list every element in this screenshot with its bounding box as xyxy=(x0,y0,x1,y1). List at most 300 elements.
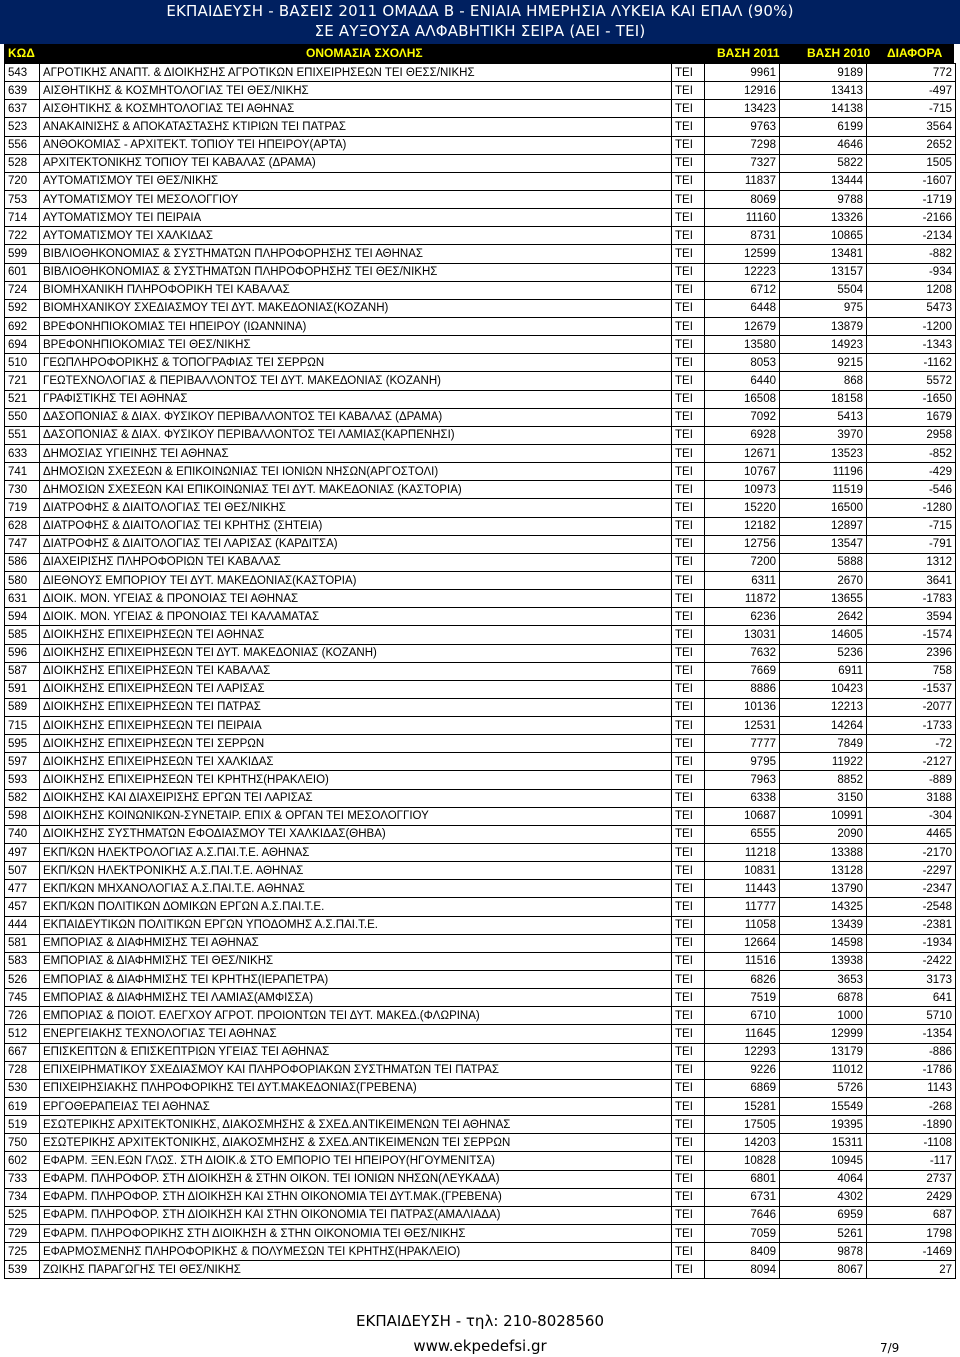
cell-school-name: ΑΝΘΟΚΟΜΙΑΣ - ΑΡΧΙΤΕΚΤ. ΤΟΠΙΟΥ ΤΕΙ ΗΠΕΙΡΟΥ(ΑΡΤΑ) xyxy=(40,136,672,154)
cell-base-2010: 13179 xyxy=(780,1043,867,1061)
table-row xyxy=(5,481,956,499)
cell-base-2010: 3970 xyxy=(780,426,867,444)
cell-base-2010: 5888 xyxy=(780,553,867,571)
table-row xyxy=(5,916,956,934)
cell-difference: -2422 xyxy=(867,952,956,970)
table-row xyxy=(5,1134,956,1152)
cell-type: ΤΕΙ xyxy=(672,662,705,680)
cell-code: 734 xyxy=(5,1188,40,1206)
cell-school-name: ΔΑΣΟΠΟΝΙΑΣ & ΔΙΑΧ. ΦΥΣΙΚΟΥ ΠΕΡΙΒΑΛΛΟΝΤΟΣ ΤΕΙ ΛΑΜΙΑΣ(ΚΑΡΠΕΝΗΣΙ) xyxy=(40,426,672,444)
cell-school-name: ΕΚΠ/ΚΩΝ ΠΟΛΙΤΙΚΩΝ ΔΟΜΙΚΩΝ ΕΡΓΩΝ Α.Σ.ΠΑΙ.Τ.Ε. xyxy=(40,898,672,916)
table-row xyxy=(5,608,956,626)
table-row xyxy=(5,590,956,608)
table-row xyxy=(5,1170,956,1188)
cell-school-name: ΒΙΒΛΙΟΘΗΚΟΝΟΜΙΑΣ & ΣΥΣΤΗΜΑΤΩΝ ΠΛΗΡΟΦΟΡΗΣΗΣ ΤΕΙ ΑΘΗΝΑΣ xyxy=(40,245,672,263)
cell-base-2010: 16500 xyxy=(780,499,867,517)
cell-code: 631 xyxy=(5,590,40,608)
cell-base-2010: 12999 xyxy=(780,1025,867,1043)
cell-code: 728 xyxy=(5,1061,40,1079)
cell-base-2011: 6869 xyxy=(705,1079,780,1097)
cell-base-2011: 10687 xyxy=(705,807,780,825)
cell-difference: 772 xyxy=(867,64,956,82)
cell-school-name: ΕΣΩΤΕΡΙΚΗΣ ΑΡΧΙΤΕΚΤΟΝΙΚΗΣ, ΔΙΑΚΟΣΜΗΣΗΣ & ΣΧΕΔ.ΑΝΤΙΚΕΙΜΕΝΩΝ ΤΕΙ ΣΕΡΡΩΝ xyxy=(40,1134,672,1152)
cell-type: ΤΕΙ xyxy=(672,444,705,462)
cell-base-2010: 13879 xyxy=(780,317,867,335)
cell-base-2011: 7298 xyxy=(705,136,780,154)
cell-base-2010: 14138 xyxy=(780,100,867,118)
cell-type: ΤΕΙ xyxy=(672,590,705,608)
cell-type: ΤΕΙ xyxy=(672,1225,705,1243)
cell-code: 726 xyxy=(5,1007,40,1025)
table-row xyxy=(5,989,956,1007)
cell-base-2010: 3150 xyxy=(780,789,867,807)
header-base-2010: ΒΑΣΗ 2010 xyxy=(807,46,871,60)
table-row xyxy=(5,372,956,390)
cell-difference: -889 xyxy=(867,771,956,789)
cell-type: ΤΕΙ xyxy=(672,1188,705,1206)
cell-difference: -1537 xyxy=(867,680,956,698)
cell-school-name: ΕΦΑΡΜ. ΠΛΗΡΟΦΟΡΙΚΗΣ ΣΤΗ ΔΙΟΙΚΗΣΗ & ΣΤΗΝ ΟΙΚΟΝΟΜΙΑ ΤΕΙ ΘΕΣ/ΝΙΚΗΣ xyxy=(40,1225,672,1243)
cell-difference: 2958 xyxy=(867,426,956,444)
cell-school-name: ΑΙΣΘΗΤΙΚΗΣ & ΚΟΣΜΗΤΟΛΟΓΙΑΣ ΤΕΙ ΑΘΗΝΑΣ xyxy=(40,100,672,118)
cell-school-name: ΕΣΩΤΕΡΙΚΗΣ ΑΡΧΙΤΕΚΤΟΝΙΚΗΣ, ΔΙΑΚΟΣΜΗΣΗΣ & ΣΧΕΔ.ΑΝΤΙΚΕΙΜΕΝΩΝ ΤΕΙ ΑΘΗΝΑΣ xyxy=(40,1116,672,1134)
cell-base-2010: 2642 xyxy=(780,608,867,626)
cell-school-name: ΕΦΑΡΜ. ΠΛΗΡΟΦΟΡ. ΣΤΗ ΔΙΟΙΚΗΣΗ ΚΑΙ ΣΤΗΝ ΟΙΚΟΝΟΜΙΑ ΤΕΙ ΠΑΤΡΑΣ(ΑΜΑΛΙΑΔΑ) xyxy=(40,1206,672,1224)
table-row xyxy=(5,154,956,172)
cell-base-2010: 5236 xyxy=(780,644,867,662)
cell-code: 581 xyxy=(5,934,40,952)
cell-code: 725 xyxy=(5,1243,40,1261)
cell-code: 477 xyxy=(5,880,40,898)
cell-code: 589 xyxy=(5,698,40,716)
cell-difference: -1733 xyxy=(867,717,956,735)
cell-base-2010: 7849 xyxy=(780,735,867,753)
cell-difference: -1719 xyxy=(867,190,956,208)
cell-type: ΤΕΙ xyxy=(672,952,705,970)
cell-base-2011: 10973 xyxy=(705,481,780,499)
cell-difference: 1312 xyxy=(867,553,956,571)
cell-difference: 3173 xyxy=(867,971,956,989)
table-row xyxy=(5,1079,956,1097)
cell-base-2010: 13326 xyxy=(780,209,867,227)
cell-school-name: ΔΙΟΙΚ. ΜΟΝ. ΥΓΕΙΑΣ & ΠΡΟΝΟΙΑΣ ΤΕΙ ΚΑΛΑΜΑΤΑΣ xyxy=(40,608,672,626)
table-row xyxy=(5,1061,956,1079)
cell-code: 587 xyxy=(5,662,40,680)
cell-school-name: ΕΠΙΣΚΕΠΤΩΝ & ΕΠΙΣΚΕΠΤΡΙΩΝ ΥΓΕΙΑΣ ΤΕΙ ΑΘΗΝΑΣ xyxy=(40,1043,672,1061)
cell-base-2010: 13444 xyxy=(780,172,867,190)
cell-type: ΤΕΙ xyxy=(672,934,705,952)
footer-contact: ΕΚΠΑΙΔΕΥΣΗ - τηλ: 210-8028560 xyxy=(356,1312,604,1330)
cell-base-2011: 11160 xyxy=(705,209,780,227)
cell-type: ΤΕΙ xyxy=(672,1098,705,1116)
table-row xyxy=(5,227,956,245)
cell-type: ΤΕΙ xyxy=(672,916,705,934)
cell-difference: -1574 xyxy=(867,626,956,644)
header-base-2011: ΒΑΣΗ 2011 xyxy=(717,46,780,60)
table-row xyxy=(5,1206,956,1224)
cell-school-name: ΕΦΑΡΜ. ΠΛΗΡΟΦΟΡ. ΣΤΗ ΔΙΟΙΚΗΣΗ & ΣΤΗΝ ΟΙΚΟΝ. ΤΕΙ ΙΟΝΙΩΝ ΝΗΣΩΝ(ΛΕΥΚΑΔΑ) xyxy=(40,1170,672,1188)
cell-code: 721 xyxy=(5,372,40,390)
cell-school-name: ΔΙΟΙΚΗΣΗΣ ΕΠΙΧΕΙΡΗΣΕΩΝ ΤΕΙ ΑΘΗΝΑΣ xyxy=(40,626,672,644)
cell-difference: -1786 xyxy=(867,1061,956,1079)
cell-difference: 1505 xyxy=(867,154,956,172)
cell-school-name: ΕΚΠΑΙΔΕΥΤΙΚΩΝ ΠΟΛΙΤΙΚΩΝ ΕΡΓΩΝ ΥΠΟΔΟΜΗΣ Α.Σ.ΠΑΙ.Τ.Ε. xyxy=(40,916,672,934)
cell-type: ΤΕΙ xyxy=(672,1152,705,1170)
cell-type: ΤΕΙ xyxy=(672,626,705,644)
cell-base-2011: 12182 xyxy=(705,517,780,535)
cell-school-name: ΔΗΜΟΣΙΩΝ ΣΧΕΣΕΩΝ ΚΑΙ ΕΠΙΚΟΙΝΩΝΙΑΣ ΤΕΙ ΔΥΤ. ΜΑΚΕΔΟΝΙΑΣ (ΚΑΣΤΟΡΙΑ) xyxy=(40,481,672,499)
cell-code: 528 xyxy=(5,154,40,172)
table-row xyxy=(5,317,956,335)
banner-title: ΕΚΠΑΙΔΕΥΣΗ - ΒΑΣΕΙΣ 2011 ΟΜΑΔΑ Β - ΕΝΙΑΙΑ ΗΜΕΡΗΣΙΑ ΛΥΚΕΙΑ ΚΑΙ ΕΠΑΛ (90%) xyxy=(166,2,794,20)
cell-base-2010: 1000 xyxy=(780,1007,867,1025)
cell-type: ΤΕΙ xyxy=(672,209,705,227)
cell-difference: 2652 xyxy=(867,136,956,154)
cell-code: 597 xyxy=(5,753,40,771)
cell-code: 594 xyxy=(5,608,40,626)
table-row xyxy=(5,1025,956,1043)
cell-school-name: ΔΙΟΙΚΗΣΗΣ ΣΥΣΤΗΜΑΤΩΝ ΕΦΟΔΙΑΣΜΟΥ ΤΕΙ ΧΑΛΚΙΔΑΣ(ΘΗΒΑ) xyxy=(40,825,672,843)
table-row xyxy=(5,100,956,118)
cell-type: ΤΕΙ xyxy=(672,1261,705,1279)
cell-school-name: ΔΙΑΤΡΟΦΗΣ & ΔΙΑΙΤΟΛΟΓΙΑΣ ΤΕΙ ΘΕΣ/ΝΙΚΗΣ xyxy=(40,499,672,517)
cell-base-2011: 12916 xyxy=(705,82,780,100)
table-row xyxy=(5,880,956,898)
cell-difference: 687 xyxy=(867,1206,956,1224)
cell-type: ΤΕΙ xyxy=(672,807,705,825)
cell-school-name: ΔΙΟΙΚΗΣΗΣ ΕΠΙΧΕΙΡΗΣΕΩΝ ΤΕΙ ΠΕΙΡΑΙΑ xyxy=(40,717,672,735)
cell-type: ΤΕΙ xyxy=(672,118,705,136)
cell-difference: 2396 xyxy=(867,644,956,662)
cell-type: ΤΕΙ xyxy=(672,227,705,245)
cell-base-2011: 8886 xyxy=(705,680,780,698)
cell-code: 512 xyxy=(5,1025,40,1043)
cell-base-2010: 13128 xyxy=(780,862,867,880)
cell-school-name: ΕΚΠ/ΚΩΝ ΗΛΕΚΤΡΟΝΙΚΗΣ Α.Σ.ΠΑΙ.Τ.Ε. ΑΘΗΝΑΣ xyxy=(40,862,672,880)
table-row xyxy=(5,1043,956,1061)
cell-base-2011: 6712 xyxy=(705,281,780,299)
cell-base-2011: 11645 xyxy=(705,1025,780,1043)
cell-base-2011: 7669 xyxy=(705,662,780,680)
cell-difference: -1108 xyxy=(867,1134,956,1152)
cell-type: ΤΕΙ xyxy=(672,1243,705,1261)
cell-base-2011: 11058 xyxy=(705,916,780,934)
cell-type: ΤΕΙ xyxy=(672,1043,705,1061)
cell-code: 521 xyxy=(5,390,40,408)
table-row xyxy=(5,281,956,299)
cell-base-2011: 11837 xyxy=(705,172,780,190)
cell-code: 592 xyxy=(5,299,40,317)
table-row xyxy=(5,862,956,880)
cell-school-name: ΔΙΟΙΚΗΣΗΣ ΕΠΙΧΕΙΡΗΣΕΩΝ ΤΕΙ ΠΑΤΡΑΣ xyxy=(40,698,672,716)
cell-base-2010: 9189 xyxy=(780,64,867,82)
cell-base-2010: 11519 xyxy=(780,481,867,499)
cell-base-2011: 13580 xyxy=(705,336,780,354)
cell-base-2011: 15220 xyxy=(705,499,780,517)
cell-code: 519 xyxy=(5,1116,40,1134)
cell-school-name: ΕΦΑΡΜΟΣΜΕΝΗΣ ΠΛΗΡΟΦΟΡΙΚΗΣ & ΠΟΛΥΜΕΣΩΝ ΤΕΙ ΚΡΗΤΗΣ(ΗΡΑΚΛΕΙΟ) xyxy=(40,1243,672,1261)
cell-code: 530 xyxy=(5,1079,40,1097)
cell-school-name: ΑΥΤΟΜΑΤΙΣΜΟΥ ΤΕΙ ΧΑΛΚΙΔΑΣ xyxy=(40,227,672,245)
cell-base-2011: 7632 xyxy=(705,644,780,662)
cell-difference: -546 xyxy=(867,481,956,499)
cell-base-2011: 11516 xyxy=(705,952,780,970)
table-row xyxy=(5,971,956,989)
table-row xyxy=(5,118,956,136)
cell-school-name: ΖΩΙΚΗΣ ΠΑΡΑΓΩΓΗΣ ΤΕΙ ΘΕΣ/ΝΙΚΗΣ xyxy=(40,1261,672,1279)
cell-base-2010: 4646 xyxy=(780,136,867,154)
table-row xyxy=(5,299,956,317)
table-row xyxy=(5,517,956,535)
cell-type: ΤΕΙ xyxy=(672,281,705,299)
table-row xyxy=(5,1243,956,1261)
cell-code: 525 xyxy=(5,1206,40,1224)
cell-base-2010: 10423 xyxy=(780,680,867,698)
cell-type: ΤΕΙ xyxy=(672,481,705,499)
cell-code: 586 xyxy=(5,553,40,571)
table-row xyxy=(5,535,956,553)
cell-type: ΤΕΙ xyxy=(672,644,705,662)
cell-school-name: ΕΚΠ/ΚΩΝ ΜΗΧΑΝΟΛΟΓΙΑΣ Α.Σ.ΠΑΙ.Τ.Ε. ΑΘΗΝΑΣ xyxy=(40,880,672,898)
cell-difference: -852 xyxy=(867,444,956,462)
cell-base-2010: 10945 xyxy=(780,1152,867,1170)
cell-base-2011: 17505 xyxy=(705,1116,780,1134)
cell-difference: -1280 xyxy=(867,499,956,517)
cell-base-2011: 9763 xyxy=(705,118,780,136)
table-row xyxy=(5,1116,956,1134)
cell-type: ΤΕΙ xyxy=(672,299,705,317)
cell-base-2010: 14264 xyxy=(780,717,867,735)
cell-code: 582 xyxy=(5,789,40,807)
cell-base-2011: 13423 xyxy=(705,100,780,118)
cell-school-name: ΒΙΟΜΗΧΑΝΙΚΗ ΠΛΗΡΟΦΟΡΙΚΗ ΤΕΙ ΚΑΒΑΛΑΣ xyxy=(40,281,672,299)
cell-code: 667 xyxy=(5,1043,40,1061)
table-row xyxy=(5,444,956,462)
cell-code: 595 xyxy=(5,735,40,753)
cell-base-2010: 15311 xyxy=(780,1134,867,1152)
header-code: ΚΩΔ xyxy=(8,46,35,60)
cell-difference: 1208 xyxy=(867,281,956,299)
cell-difference: -2170 xyxy=(867,844,956,862)
cell-code: 729 xyxy=(5,1225,40,1243)
cell-base-2011: 16508 xyxy=(705,390,780,408)
cell-base-2011: 6236 xyxy=(705,608,780,626)
table-row xyxy=(5,136,956,154)
cell-base-2011: 7963 xyxy=(705,771,780,789)
cell-base-2011: 12756 xyxy=(705,535,780,553)
cell-type: ΤΕΙ xyxy=(672,245,705,263)
cell-base-2010: 18158 xyxy=(780,390,867,408)
cell-school-name: ΑΝΑΚΑΙΝΙΣΗΣ & ΑΠΟΚΑΤΑΣΤΑΣΗΣ ΚΤΙΡΙΩΝ ΤΕΙ ΠΑΤΡΑΣ xyxy=(40,118,672,136)
cell-school-name: ΔΙΑΤΡΟΦΗΣ & ΔΙΑΙΤΟΛΟΓΙΑΣ ΤΕΙ ΚΡΗΤΗΣ (ΣΗΤΕΙΑ) xyxy=(40,517,672,535)
cell-base-2010: 4064 xyxy=(780,1170,867,1188)
cell-code: 602 xyxy=(5,1152,40,1170)
cell-school-name: ΔΙΟΙΚ. ΜΟΝ. ΥΓΕΙΑΣ & ΠΡΟΝΟΙΑΣ ΤΕΙ ΑΘΗΝΑΣ xyxy=(40,590,672,608)
cell-code: 694 xyxy=(5,336,40,354)
cell-base-2011: 12293 xyxy=(705,1043,780,1061)
table-body xyxy=(5,64,956,1279)
cell-base-2011: 8409 xyxy=(705,1243,780,1261)
cell-school-name: ΓΕΩΠΛΗΡΟΦΟΡΙΚΗΣ & ΤΟΠΟΓΡΑΦΙΑΣ ΤΕΙ ΣΕΡΡΩΝ xyxy=(40,354,672,372)
cell-base-2010: 10991 xyxy=(780,807,867,825)
table-row xyxy=(5,463,956,481)
cell-base-2010: 14325 xyxy=(780,898,867,916)
cell-base-2010: 13413 xyxy=(780,82,867,100)
cell-school-name: ΒΡΕΦΟΝΗΠΙΟΚΟΜΙΑΣ ΤΕΙ ΗΠΕΙΡΟΥ (ΙΩΑΝΝΙΝΑ) xyxy=(40,317,672,335)
cell-base-2011: 11872 xyxy=(705,590,780,608)
cell-base-2010: 5413 xyxy=(780,408,867,426)
cell-type: ΤΕΙ xyxy=(672,825,705,843)
cell-code: 753 xyxy=(5,190,40,208)
cell-base-2011: 12531 xyxy=(705,717,780,735)
table-row xyxy=(5,553,956,571)
cell-base-2011: 6311 xyxy=(705,571,780,589)
table-header xyxy=(4,44,954,63)
cell-base-2011: 8053 xyxy=(705,354,780,372)
cell-base-2010: 9215 xyxy=(780,354,867,372)
table-row xyxy=(5,190,956,208)
cell-school-name: ΑΥΤΟΜΑΤΙΣΜΟΥ ΤΕΙ ΠΕΙΡΑΙΑ xyxy=(40,209,672,227)
cell-code: 720 xyxy=(5,172,40,190)
cell-type: ΤΕΙ xyxy=(672,1025,705,1043)
cell-type: ΤΕΙ xyxy=(672,880,705,898)
cell-base-2010: 14598 xyxy=(780,934,867,952)
table-row xyxy=(5,626,956,644)
cell-school-name: ΕΝΕΡΓΕΙΑΚΗΣ ΤΕΧΝΟΛΟΓΙΑΣ ΤΕΙ ΑΘΗΝΑΣ xyxy=(40,1025,672,1043)
cell-base-2011: 12671 xyxy=(705,444,780,462)
cell-school-name: ΕΠΙΧΕΙΡΗΣΙΑΚΗΣ ΠΛΗΡΟΦΟΡΙΚΗΣ ΤΕΙ ΔΥΤ.ΜΑΚΕΔΟΝΙΑΣ(ΓΡΕΒΕΝΑ) xyxy=(40,1079,672,1097)
table-row xyxy=(5,499,956,517)
cell-base-2010: 5504 xyxy=(780,281,867,299)
cell-code: 580 xyxy=(5,571,40,589)
cell-code: 719 xyxy=(5,499,40,517)
cell-base-2010: 10865 xyxy=(780,227,867,245)
cell-difference: 3641 xyxy=(867,571,956,589)
cell-difference: -1890 xyxy=(867,1116,956,1134)
header-name: ΟΝΟΜΑΣΙΑ ΣΧΟΛΗΣ xyxy=(306,46,423,60)
cell-base-2011: 6731 xyxy=(705,1188,780,1206)
cell-base-2010: 2670 xyxy=(780,571,867,589)
table-row xyxy=(5,172,956,190)
cell-school-name: ΕΚΠ/ΚΩΝ ΗΛΕΚΤΡΟΛΟΓΙΑΣ Α.Σ.ΠΑΙ.Τ.Ε. ΑΘΗΝΑΣ xyxy=(40,844,672,862)
cell-base-2010: 14605 xyxy=(780,626,867,644)
cell-base-2011: 6801 xyxy=(705,1170,780,1188)
cell-school-name: ΑΥΤΟΜΑΤΙΣΜΟΥ ΤΕΙ ΘΕΣ/ΝΙΚΗΣ xyxy=(40,172,672,190)
cell-base-2011: 10831 xyxy=(705,862,780,880)
cell-type: ΤΕΙ xyxy=(672,390,705,408)
cell-type: ΤΕΙ xyxy=(672,735,705,753)
cell-base-2011: 7646 xyxy=(705,1206,780,1224)
cell-code: 628 xyxy=(5,517,40,535)
cell-school-name: ΕΜΠΟΡΙΑΣ & ΔΙΑΦΗΜΙΣΗΣ ΤΕΙ ΘΕΣ/ΝΙΚΗΣ xyxy=(40,952,672,970)
cell-difference: -1162 xyxy=(867,354,956,372)
cell-base-2010: 12897 xyxy=(780,517,867,535)
cell-difference: 758 xyxy=(867,662,956,680)
cell-difference: 1679 xyxy=(867,408,956,426)
table-row xyxy=(5,844,956,862)
cell-difference: -882 xyxy=(867,245,956,263)
cell-type: ΤΕΙ xyxy=(672,771,705,789)
cell-type: ΤΕΙ xyxy=(672,680,705,698)
table-row xyxy=(5,1188,956,1206)
cell-base-2011: 12679 xyxy=(705,317,780,335)
cell-type: ΤΕΙ xyxy=(672,499,705,517)
cell-school-name: ΓΡΑΦΙΣΤΙΚΗΣ ΤΕΙ ΑΘΗΝΑΣ xyxy=(40,390,672,408)
cell-base-2010: 9878 xyxy=(780,1243,867,1261)
cell-type: ΤΕΙ xyxy=(672,1116,705,1134)
cell-school-name: ΔΑΣΟΠΟΝΙΑΣ & ΔΙΑΧ. ΦΥΣΙΚΟΥ ΠΕΡΙΒΑΛΛΟΝΤΟΣ ΤΕΙ ΚΑΒΑΛΑΣ (ΔΡΑΜΑ) xyxy=(40,408,672,426)
cell-code: 593 xyxy=(5,771,40,789)
cell-type: ΤΕΙ xyxy=(672,100,705,118)
cell-base-2010: 3653 xyxy=(780,971,867,989)
cell-difference: 5473 xyxy=(867,299,956,317)
cell-school-name: ΒΙΒΛΙΟΘΗΚΟΝΟΜΙΑΣ & ΣΥΣΤΗΜΑΤΩΝ ΠΛΗΡΟΦΟΡΗΣΗΣ ΤΕΙ ΘΕΣ/ΝΙΚΗΣ xyxy=(40,263,672,281)
table-row xyxy=(5,354,956,372)
cell-code: 619 xyxy=(5,1098,40,1116)
table-row xyxy=(5,662,956,680)
cell-difference: -2347 xyxy=(867,880,956,898)
cell-base-2010: 13157 xyxy=(780,263,867,281)
cell-base-2010: 5822 xyxy=(780,154,867,172)
cell-code: 633 xyxy=(5,444,40,462)
cell-code: 510 xyxy=(5,354,40,372)
cell-base-2010: 2090 xyxy=(780,825,867,843)
cell-base-2010: 6911 xyxy=(780,662,867,680)
cell-base-2011: 12664 xyxy=(705,934,780,952)
cell-code: 550 xyxy=(5,408,40,426)
cell-difference: 2429 xyxy=(867,1188,956,1206)
results-table xyxy=(4,63,956,1279)
cell-type: ΤΕΙ xyxy=(672,317,705,335)
cell-school-name: ΔΙΟΙΚΗΣΗΣ ΚΑΙ ΔΙΑΧΕΙΡΙΣΗΣ ΕΡΓΩΝ ΤΕΙ ΛΑΡΙΣΑΣ xyxy=(40,789,672,807)
title-banner xyxy=(0,0,960,44)
cell-base-2011: 7059 xyxy=(705,1225,780,1243)
table-row xyxy=(5,82,956,100)
cell-difference: -1200 xyxy=(867,317,956,335)
table-row xyxy=(5,789,956,807)
cell-type: ΤΕΙ xyxy=(672,354,705,372)
cell-base-2011: 7327 xyxy=(705,154,780,172)
cell-code: 556 xyxy=(5,136,40,154)
table-row xyxy=(5,571,956,589)
table-row xyxy=(5,644,956,662)
cell-code: 539 xyxy=(5,1261,40,1279)
cell-base-2011: 11218 xyxy=(705,844,780,862)
cell-difference: -2134 xyxy=(867,227,956,245)
cell-type: ΤΕΙ xyxy=(672,571,705,589)
cell-base-2010: 13481 xyxy=(780,245,867,263)
cell-code: 497 xyxy=(5,844,40,862)
cell-difference: -715 xyxy=(867,517,956,535)
cell-school-name: ΔΙΟΙΚΗΣΗΣ ΕΠΙΧΕΙΡΗΣΕΩΝ ΤΕΙ ΧΑΛΚΙΔΑΣ xyxy=(40,753,672,771)
cell-school-name: ΑΙΣΘΗΤΙΚΗΣ & ΚΟΣΜΗΤΟΛΟΓΙΑΣ ΤΕΙ ΘΕΣ/ΝΙΚΗΣ xyxy=(40,82,672,100)
cell-type: ΤΕΙ xyxy=(672,1061,705,1079)
cell-code: 596 xyxy=(5,644,40,662)
cell-type: ΤΕΙ xyxy=(672,717,705,735)
cell-base-2010: 5726 xyxy=(780,1079,867,1097)
cell-base-2010: 6199 xyxy=(780,118,867,136)
cell-base-2010: 13655 xyxy=(780,590,867,608)
table-row xyxy=(5,1261,956,1279)
cell-code: 585 xyxy=(5,626,40,644)
cell-base-2011: 6448 xyxy=(705,299,780,317)
cell-base-2011: 15281 xyxy=(705,1098,780,1116)
cell-difference: -497 xyxy=(867,82,956,100)
cell-difference: 641 xyxy=(867,989,956,1007)
cell-base-2011: 13031 xyxy=(705,626,780,644)
table-row xyxy=(5,1007,956,1025)
cell-type: ΤΕΙ xyxy=(672,64,705,82)
